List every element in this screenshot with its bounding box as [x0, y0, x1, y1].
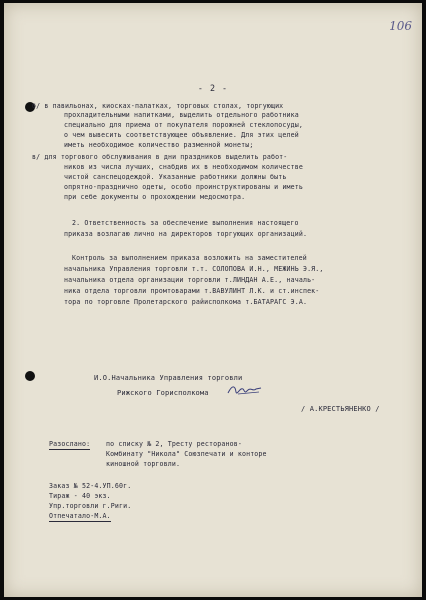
distribution-line: по списку № 2, Тресту ресторанов-	[106, 440, 242, 448]
para-line: 2. Ответственность за обеспечение выполнения настоящего	[72, 219, 299, 227]
control-line: начальника отдела организации торговли т.ЛИНДАН А.Е., началь-	[64, 276, 316, 284]
distribution-label: Разослано:	[49, 440, 91, 448]
control-line: начальника Управления торговли т.т. СОЛОПОВА И.Н., МЕЖИНЬ Э.Я.,	[64, 265, 324, 273]
signatory-name: / А.КРЕСТЬЯНЕНКО /	[301, 405, 380, 413]
control-line: Контроль за выполнением приказа возложить на заместителей	[72, 254, 307, 262]
item-b-line: прохладительными напитками, выделить отдельного работника	[64, 111, 299, 119]
signature-org: Рижского Горисполкома	[117, 389, 209, 397]
para-line: приказа возлагаю лично на директоров торгующих организаций.	[64, 230, 308, 238]
archive-page-number: 106	[389, 19, 412, 33]
control-line: ника отдела торговли промтоварами т.ВАВУЛИНТ Л.К. и ст.инспек-	[64, 287, 320, 295]
print-info-line: Отпечатало-М.А.	[49, 512, 111, 520]
item-v-line: ников из числа лучших, снабдив их в необходимом количестве	[64, 163, 303, 171]
print-info-line: Упр.торговли г.Риги.	[49, 502, 132, 510]
item-v-line: при себе документы о прохождении медосмотра.	[64, 193, 246, 201]
item-b-line: о чем вывесить соответствующее объявление. Для этих целей	[64, 131, 299, 139]
punch-hole-bottom	[25, 371, 35, 381]
print-info-line: Заказ № 52-4.УП.60г.	[49, 482, 132, 490]
print-info-line: Тираж - 40 экз.	[49, 492, 111, 500]
item-b-line: б/ в павильонах, киосках-палатках, торговых столах, торгующих	[32, 102, 284, 110]
page-number: - 2 -	[197, 83, 229, 93]
item-v-line: чистой санспецодеждой. Указанные работники должны быть	[64, 173, 287, 181]
handwritten-signature	[226, 383, 264, 397]
item-b-line: специально для приема от покупателя порожней стеклопосуды,	[64, 121, 303, 129]
control-line: тора по торговле Пролетарского райисполкома т.БАТАРАГС Э.А.	[64, 298, 308, 306]
item-b-line: иметь необходимое количество разменной монеты;	[64, 141, 254, 149]
item-v-line: в/ для торгового обслуживания в дни праздников выделить работ-	[32, 153, 288, 161]
distribution-line: киношной торговли.	[106, 460, 181, 468]
signature-title: И.О.Начальника Управления торговли	[94, 374, 243, 382]
distribution-line: Комбинату "Никола" Союзпечати и конторе	[106, 450, 267, 458]
item-v-line: опрятно-празднично одеты, особо проинструктированы и иметь	[64, 183, 303, 191]
document-page	[4, 3, 422, 597]
